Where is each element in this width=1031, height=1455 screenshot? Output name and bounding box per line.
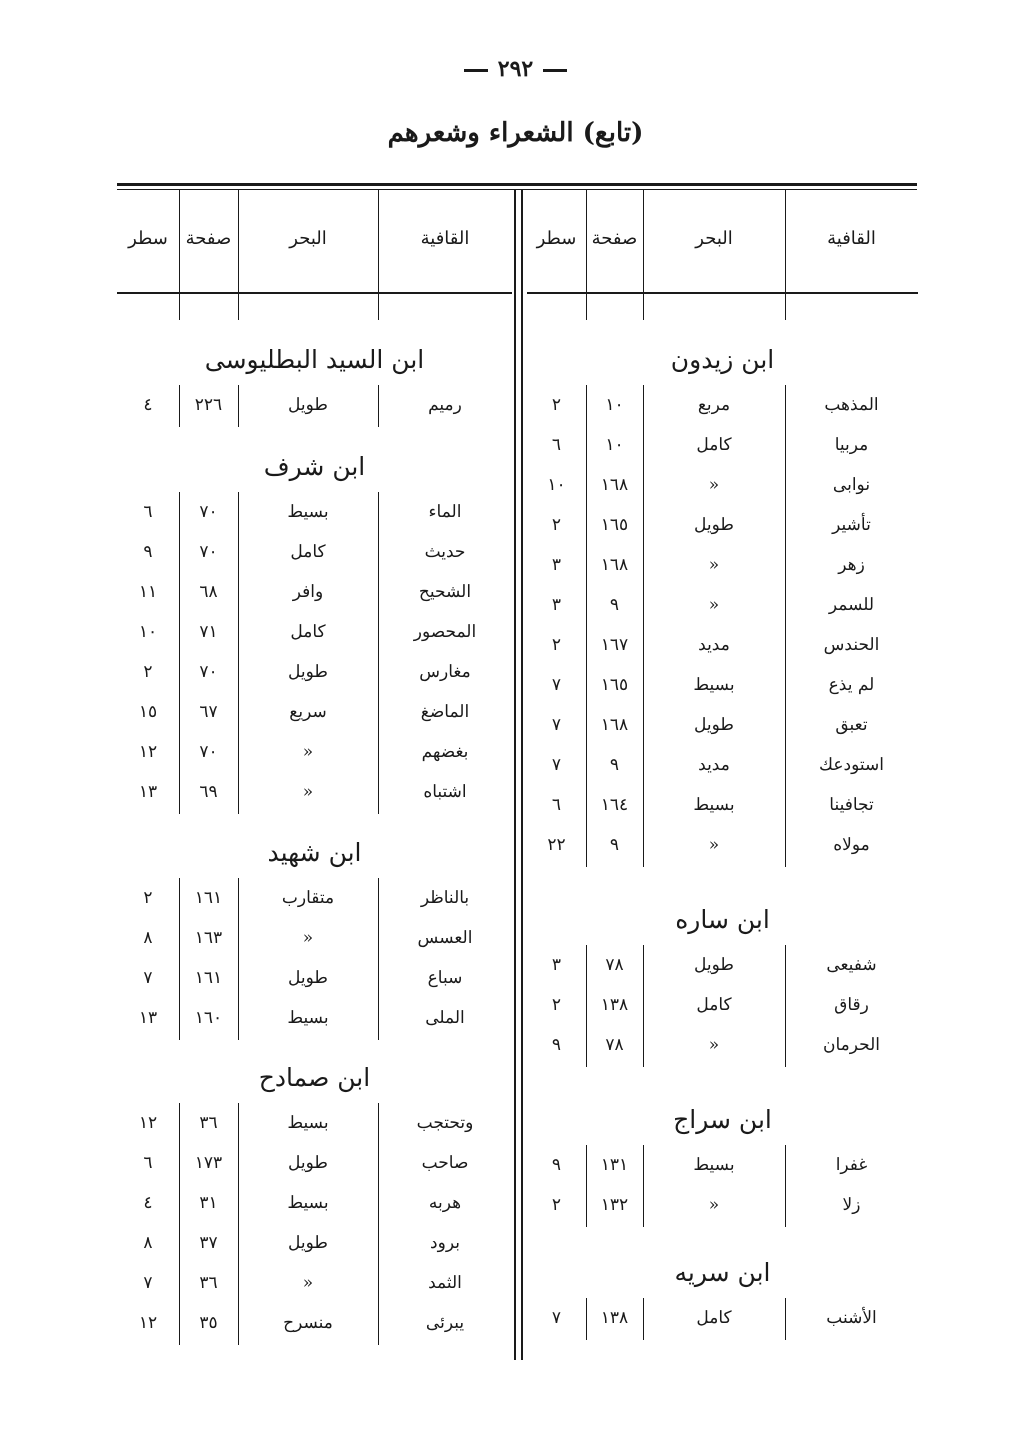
right-header-bahr: البحر xyxy=(695,228,733,249)
right-cell-bahr: « xyxy=(708,835,720,855)
left-row-separator xyxy=(179,1103,180,1345)
right-cell-safha: ١٠ xyxy=(605,435,624,455)
left-cell-qafiya: يبرئى xyxy=(425,1313,465,1333)
right-poet-name: ابن ساره xyxy=(675,905,770,934)
right-cell-safha: ١٣١ xyxy=(600,1155,629,1175)
left-cell-bahr: سريع xyxy=(289,702,327,722)
left-header-satr: سطر xyxy=(128,228,168,249)
left-cell-qafiya: وتحتجب xyxy=(416,1113,474,1133)
right-cell-satr: ٣ xyxy=(551,555,562,575)
right-cell-qafiya: مربيا xyxy=(834,435,869,455)
left-cell-qafiya: اشتباه xyxy=(423,782,467,802)
left-cell-satr: ٤ xyxy=(143,1193,153,1213)
left-cell-safha: ١٦٠ xyxy=(194,1008,223,1028)
right-cell-satr: ٩ xyxy=(551,1035,562,1055)
left-cell-bahr: طويل xyxy=(288,1233,328,1253)
right-cell-safha: ١٦٨ xyxy=(600,475,629,495)
center-divider-right xyxy=(521,190,523,1360)
left-cell-satr: ١٠ xyxy=(138,622,158,642)
left-cell-bahr: كامل xyxy=(290,622,326,642)
left-row-separator xyxy=(238,1103,239,1345)
left-poet-name: ابن السيد البطليوسى xyxy=(204,345,425,374)
right-cell-satr: ٧ xyxy=(551,715,562,735)
left-cell-satr: ٦ xyxy=(143,1153,153,1173)
left-cell-safha: ٣٥ xyxy=(199,1313,218,1333)
right-cell-safha: ٧٨ xyxy=(605,955,624,975)
left-cell-qafiya: صاحب xyxy=(421,1153,469,1173)
right-cell-bahr: كامل xyxy=(696,435,732,455)
left-cell-safha: ٧٠ xyxy=(199,542,218,562)
right-cell-bahr: بسيط xyxy=(693,675,735,695)
right-cell-satr: ٩ xyxy=(551,1155,562,1175)
right-cell-safha: ١٠ xyxy=(605,395,624,415)
left-poet-name: ابن شهيد xyxy=(267,838,362,867)
right-row-separator xyxy=(785,1298,786,1340)
left-cell-bahr: وافر xyxy=(292,582,324,602)
right-cell-qafiya: شفيعى xyxy=(826,955,877,975)
left-row-separator xyxy=(378,878,379,1040)
left-cell-safha: ١٦٣ xyxy=(194,928,223,948)
left-cell-qafiya: الملى xyxy=(425,1008,465,1028)
right-cell-satr: ٦ xyxy=(551,435,562,455)
left-header-qafiya: القافية xyxy=(420,228,470,249)
left-cell-qafiya: الماضغ xyxy=(420,702,470,722)
left-cell-bahr: طويل xyxy=(288,1153,328,1173)
left-cell-bahr: « xyxy=(302,1273,314,1293)
left-row-separator xyxy=(378,492,379,814)
left-header-underline xyxy=(117,292,512,294)
right-cell-satr: ٢ xyxy=(551,995,562,1015)
left-cell-bahr: « xyxy=(302,742,314,762)
left-cell-safha: ٣٦ xyxy=(199,1273,218,1293)
right-cell-safha: ١٣٨ xyxy=(600,1308,629,1328)
right-cell-satr: ٣ xyxy=(551,955,562,975)
right-row-separator xyxy=(785,385,786,867)
right-header-separator xyxy=(586,190,587,320)
left-cell-safha: ١٦١ xyxy=(194,888,223,908)
right-row-separator xyxy=(586,1298,587,1340)
right-cell-qafiya: لم يذع xyxy=(828,675,875,695)
right-row-separator xyxy=(643,385,644,867)
left-cell-satr: ١٣ xyxy=(138,1008,158,1028)
center-divider-left xyxy=(514,190,516,1360)
left-cell-qafiya: الشحيح xyxy=(418,582,472,602)
right-cell-qafiya: مولاه xyxy=(833,835,870,855)
left-cell-bahr: طويل xyxy=(288,968,328,988)
right-cell-bahr: طويل xyxy=(694,715,734,735)
right-cell-satr: ٧ xyxy=(551,1308,562,1328)
left-cell-satr: ٤ xyxy=(143,395,153,415)
right-cell-qafiya: زلا xyxy=(842,1195,861,1215)
left-cell-satr: ١٥ xyxy=(138,702,158,722)
right-cell-bahr: مربع xyxy=(697,395,731,415)
right-cell-bahr: « xyxy=(708,555,720,575)
left-row-separator xyxy=(179,385,180,427)
left-cell-qafiya: العسس xyxy=(417,928,473,948)
left-cell-qafiya: الثمد xyxy=(428,1273,462,1293)
left-cell-qafiya: هربه xyxy=(428,1193,462,1213)
right-cell-satr: ٧ xyxy=(551,755,562,775)
left-cell-satr: ١٢ xyxy=(138,742,158,762)
left-cell-safha: ١٧٣ xyxy=(194,1153,223,1173)
left-cell-qafiya: برود xyxy=(430,1233,460,1253)
top-rule-thick xyxy=(117,183,917,186)
left-cell-qafiya: بالناظر xyxy=(420,888,470,908)
right-header-separator xyxy=(643,190,644,320)
left-cell-satr: ٧ xyxy=(143,968,153,988)
right-cell-satr: ٣ xyxy=(551,595,562,615)
right-cell-qafiya: تعبق xyxy=(835,715,868,735)
left-cell-satr: ٧ xyxy=(143,1273,153,1293)
right-row-separator xyxy=(586,945,587,1067)
right-cell-qafiya: استودعك xyxy=(819,755,884,775)
left-cell-qafiya: رميم xyxy=(428,395,462,415)
right-cell-safha: ١٣٨ xyxy=(600,995,629,1015)
right-cell-satr: ٢ xyxy=(551,635,562,655)
right-cell-bahr: « xyxy=(708,595,720,615)
right-cell-bahr: « xyxy=(708,475,720,495)
right-cell-qafiya: الحرمان xyxy=(822,1035,881,1055)
right-cell-safha: ١٦٥ xyxy=(600,515,629,535)
right-row-separator xyxy=(643,1145,644,1227)
left-cell-safha: ٧٠ xyxy=(199,662,218,682)
right-cell-bahr: طويل xyxy=(694,955,734,975)
right-cell-bahr: بسيط xyxy=(693,1155,735,1175)
top-rule-thin xyxy=(117,189,917,190)
left-cell-satr: ٦ xyxy=(143,502,153,522)
right-header-safha: صفحة xyxy=(591,228,638,249)
left-cell-satr: ٨ xyxy=(143,928,153,948)
left-header-bahr: البحر xyxy=(289,228,327,249)
left-header-separator xyxy=(238,190,239,320)
left-cell-bahr: « xyxy=(302,782,314,802)
right-cell-satr: ٢٢ xyxy=(547,835,566,855)
left-cell-safha: ٧٠ xyxy=(199,502,218,522)
right-cell-safha: ٧٨ xyxy=(605,1035,624,1055)
right-cell-qafiya: تجافينا xyxy=(829,795,874,815)
left-cell-safha: ٦٩ xyxy=(199,782,218,802)
right-cell-safha: ٩ xyxy=(609,595,620,615)
left-cell-safha: ٣٦ xyxy=(199,1113,218,1133)
left-cell-satr: ٨ xyxy=(143,1233,153,1253)
right-cell-safha: ١٦٥ xyxy=(600,675,629,695)
right-cell-qafiya: المذهب xyxy=(824,395,879,415)
left-cell-bahr: بسيط xyxy=(287,1008,329,1028)
left-row-separator xyxy=(179,878,180,1040)
right-cell-qafiya: غفرا xyxy=(835,1155,868,1175)
left-cell-bahr: كامل xyxy=(290,542,326,562)
page-number: ٢٩٢ xyxy=(0,56,1031,82)
left-cell-qafiya: حديث xyxy=(424,542,466,562)
right-row-separator xyxy=(643,945,644,1067)
right-cell-satr: ٢ xyxy=(551,1195,562,1215)
left-cell-safha: ٧١ xyxy=(199,622,218,642)
left-cell-qafiya: بغضهم xyxy=(421,742,469,762)
left-cell-safha: ٦٨ xyxy=(199,582,218,602)
left-cell-safha: ٣٧ xyxy=(199,1233,218,1253)
left-cell-bahr: بسيط xyxy=(287,502,329,522)
right-cell-qafiya: تأشير xyxy=(832,515,871,535)
left-cell-qafiya: المحصور xyxy=(413,622,477,642)
right-cell-safha: ١٦٨ xyxy=(600,715,629,735)
right-cell-bahr: بسيط xyxy=(693,795,735,815)
right-header-qafiya: القافية xyxy=(827,228,876,249)
left-cell-satr: ٩ xyxy=(143,542,153,562)
left-cell-safha: ٢٢٦ xyxy=(194,395,223,415)
left-header-separator xyxy=(179,190,180,320)
right-cell-bahr: « xyxy=(708,1195,720,1215)
right-cell-satr: ٢ xyxy=(551,395,562,415)
right-cell-bahr: طويل xyxy=(694,515,734,535)
right-header-separator xyxy=(785,190,786,320)
left-row-separator xyxy=(378,385,379,427)
left-cell-bahr: « xyxy=(302,928,314,948)
left-cell-bahr: بسيط xyxy=(287,1193,329,1213)
right-cell-safha: ١٦٤ xyxy=(600,795,629,815)
right-cell-bahr: كامل xyxy=(696,995,732,1015)
right-cell-bahr: « xyxy=(708,1035,720,1055)
right-cell-safha: ١٦٨ xyxy=(600,555,629,575)
right-row-separator xyxy=(643,1298,644,1340)
left-cell-bahr: طويل xyxy=(288,395,328,415)
left-cell-satr: ١٢ xyxy=(138,1313,158,1333)
left-cell-bahr: طويل xyxy=(288,662,328,682)
right-cell-safha: ٩ xyxy=(609,835,620,855)
right-cell-satr: ١٠ xyxy=(547,475,566,495)
right-poet-name: ابن زيدون xyxy=(670,345,775,374)
left-row-separator xyxy=(238,878,239,1040)
right-cell-satr: ٦ xyxy=(551,795,562,815)
left-cell-qafiya: سباع xyxy=(427,968,463,988)
left-row-separator xyxy=(378,1103,379,1345)
left-cell-bahr: بسيط xyxy=(287,1113,329,1133)
left-cell-bahr: متقارب xyxy=(281,888,335,908)
left-cell-satr: ١٣ xyxy=(138,782,158,802)
left-cell-safha: ٧٠ xyxy=(199,742,218,762)
left-row-separator xyxy=(179,492,180,814)
left-cell-satr: ٢ xyxy=(143,662,153,682)
right-cell-bahr: مديد xyxy=(698,755,730,775)
right-cell-qafiya: زهر xyxy=(838,555,865,575)
left-cell-satr: ١٢ xyxy=(138,1113,158,1133)
right-cell-satr: ٢ xyxy=(551,515,562,535)
left-cell-safha: ٣١ xyxy=(199,1193,218,1213)
right-cell-qafiya: للسمر xyxy=(828,595,875,615)
right-cell-qafiya: الحندس xyxy=(823,635,880,655)
right-row-separator xyxy=(586,385,587,867)
page-title: (تابع) الشعراء وشعرهم xyxy=(387,118,644,148)
right-row-separator xyxy=(785,1145,786,1227)
left-cell-qafiya: مغارس xyxy=(419,662,471,682)
dash-right xyxy=(543,69,567,72)
right-poet-name: ابن سراج xyxy=(673,1105,772,1134)
left-header-separator xyxy=(378,190,379,320)
left-poet-name: ابن صمادح xyxy=(258,1063,371,1092)
right-poet-name: ابن سريه xyxy=(674,1258,771,1287)
right-cell-qafiya: الأشنب xyxy=(826,1308,877,1328)
left-row-separator xyxy=(238,385,239,427)
left-cell-qafiya: الماء xyxy=(428,502,462,522)
right-row-separator xyxy=(785,945,786,1067)
right-header-satr: سطر xyxy=(536,228,577,249)
right-cell-safha: ١٣٢ xyxy=(600,1195,629,1215)
left-cell-satr: ٢ xyxy=(143,888,153,908)
right-header-underline xyxy=(527,292,918,294)
right-cell-bahr: مديد xyxy=(698,635,730,655)
right-cell-bahr: كامل xyxy=(696,1308,732,1328)
left-poet-name: ابن شرف xyxy=(263,452,366,481)
right-cell-qafiya: نوابى xyxy=(832,475,871,495)
left-cell-safha: ٦٧ xyxy=(199,702,218,722)
right-cell-qafiya: رقاق xyxy=(834,995,869,1015)
left-row-separator xyxy=(238,492,239,814)
right-cell-safha: ٩ xyxy=(609,755,620,775)
right-cell-safha: ١٦٧ xyxy=(600,635,629,655)
left-cell-bahr: منسرح xyxy=(283,1313,333,1333)
right-cell-satr: ٧ xyxy=(551,675,562,695)
right-row-separator xyxy=(586,1145,587,1227)
left-cell-safha: ١٦١ xyxy=(194,968,223,988)
dash-left xyxy=(464,69,488,72)
left-header-safha: صفحة xyxy=(185,228,232,249)
left-cell-satr: ١١ xyxy=(138,582,158,602)
